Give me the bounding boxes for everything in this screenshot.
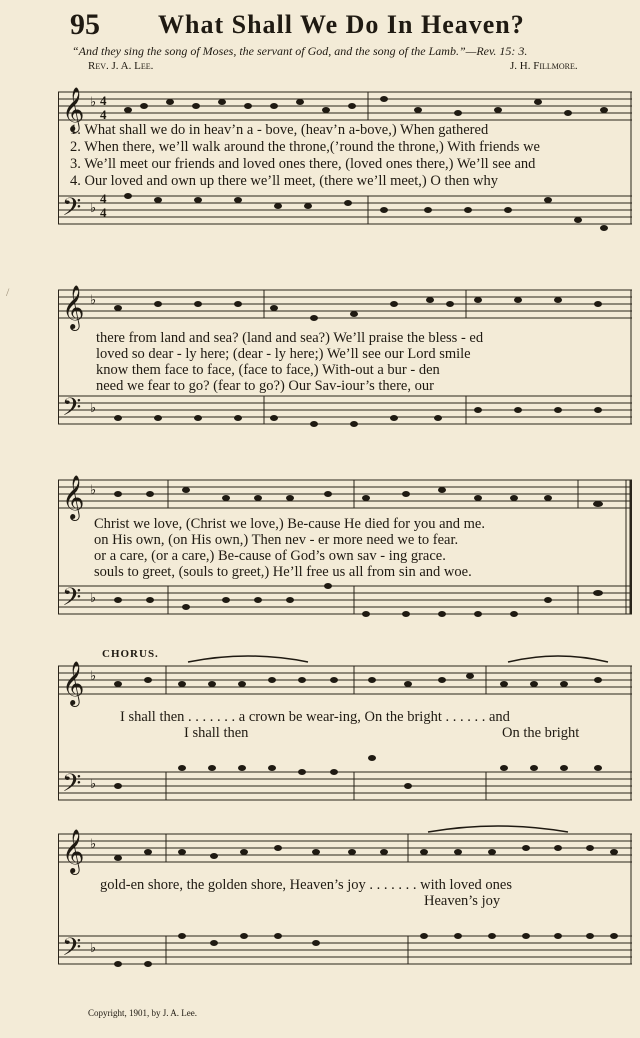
music-system-5 bbox=[58, 822, 632, 982]
lyric-line: Christ we love, (Christ we love,) Be-cause He died for you and me. bbox=[94, 516, 485, 532]
lyric-line: I shall then . . . . . . . a crown be wear-ing, On the bright . . . . . . and bbox=[120, 709, 510, 725]
svg-text:𝄞: 𝄞 bbox=[62, 477, 85, 519]
svg-text:𝄢: 𝄢 bbox=[62, 394, 82, 427]
lyric-line: gold-en shore, the golden shore, Heaven’s joy . . . . . . . with loved ones bbox=[100, 877, 512, 893]
lyric-line: 2. When there, we’ll walk around the throne,(’round the throne,) With friends we bbox=[70, 139, 540, 155]
svg-text:4: 4 bbox=[100, 191, 107, 206]
copyright-notice: Copyright, 1901, by J. A. Lee. bbox=[88, 1008, 197, 1018]
svg-text:♭: ♭ bbox=[90, 200, 97, 215]
lyric-line: loved so dear - ly here; (dear - ly here;) We’ll see our Lord smile bbox=[96, 346, 471, 362]
bass-clef-icon: 𝄢 bbox=[62, 194, 82, 227]
lyric-line: 4. Our loved and own up there we’ll meet, (there we’ll meet,) O then why bbox=[70, 173, 499, 189]
lyric-line: or a care, (or a care,) Be-cause of God’s own sav - ing grace. bbox=[94, 548, 446, 564]
svg-text:𝄢: 𝄢 bbox=[62, 584, 82, 617]
svg-text:♭: ♭ bbox=[90, 668, 97, 683]
lyric-line: Heaven’s joy bbox=[424, 893, 501, 909]
svg-text:𝄞: 𝄞 bbox=[62, 663, 85, 705]
svg-text:𝄞: 𝄞 bbox=[62, 287, 85, 329]
svg-text:𝄢: 𝄢 bbox=[62, 934, 82, 967]
svg-text:4: 4 bbox=[100, 205, 107, 220]
svg-text:♭: ♭ bbox=[90, 292, 97, 307]
lyric-line: there from land and sea? (land and sea?) We’ll praise the bless - ed bbox=[96, 330, 484, 346]
svg-text:♭: ♭ bbox=[90, 482, 97, 497]
lyric-line: know them face to face, (face to face,) With-out a bur - den bbox=[96, 362, 440, 378]
svg-text:♭: ♭ bbox=[90, 940, 97, 955]
lyric-line: on His own, (on His own,) Then nev - er more need we to fear. bbox=[94, 532, 459, 548]
svg-text:♭: ♭ bbox=[90, 776, 97, 791]
svg-text:4: 4 bbox=[100, 93, 107, 108]
composer-credit: J. H. Fillmore. bbox=[510, 60, 578, 72]
svg-text:♭: ♭ bbox=[90, 400, 97, 415]
svg-text:𝄞: 𝄞 bbox=[62, 831, 85, 873]
lyric-line: souls to greet, (souls to greet,) He’ll free us all from sin and woe. bbox=[94, 564, 472, 580]
treble-clef-icon: 𝄞 bbox=[62, 89, 85, 131]
svg-text:♭: ♭ bbox=[90, 836, 97, 851]
svg-text:4: 4 bbox=[100, 107, 107, 122]
chorus-label: CHORUS. bbox=[102, 648, 159, 660]
margin-mark: / bbox=[6, 285, 10, 299]
svg-text:♭: ♭ bbox=[90, 590, 97, 605]
hymn-number: 95 bbox=[70, 8, 100, 41]
lyric-line: 1. What shall we do in heav’n a - bove, (heav’n a-bove,) When gathered bbox=[70, 122, 489, 138]
author-credit: Rev. J. A. Lee. bbox=[88, 60, 154, 72]
lyric-line: need we fear to go? (fear to go?) Our Sav-iour’s there, our bbox=[96, 378, 434, 394]
lyric-line: 3. We’ll meet our friends and loved ones there, (loved ones there,) We’ll see and bbox=[70, 156, 536, 172]
flat-sign: ♭ bbox=[90, 94, 97, 109]
lyric-line: On the bright bbox=[502, 725, 580, 741]
lyric-line: I shall then bbox=[184, 725, 249, 741]
scripture-reference: “And they sing the song of Moses, the servant of God, and the song of the Lamb.”—Rev. 15: 3. bbox=[72, 44, 528, 58]
svg-text:𝄢: 𝄢 bbox=[62, 770, 82, 803]
hymn-title: What Shall We Do In Heaven? bbox=[158, 10, 525, 39]
